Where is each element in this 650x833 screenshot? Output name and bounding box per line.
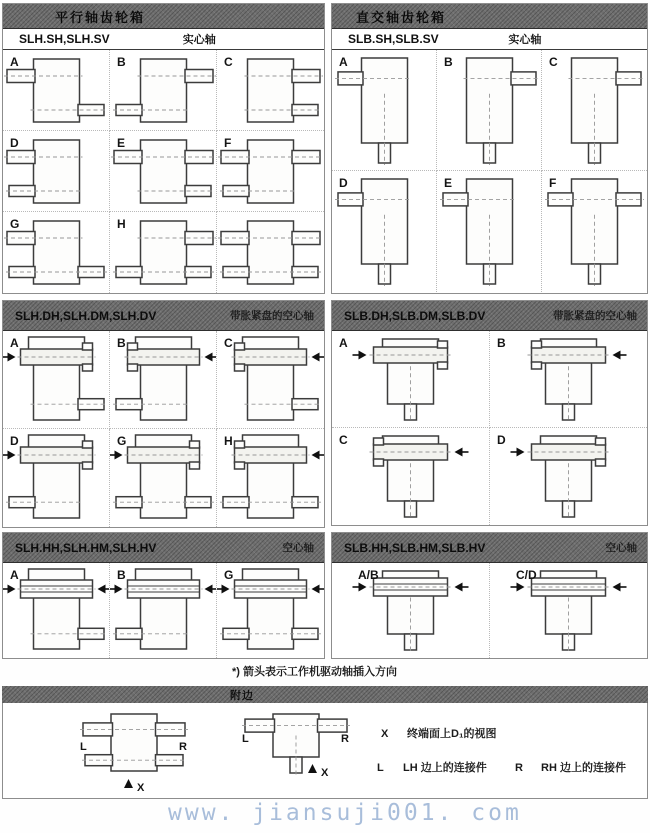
x-view-label: X — [321, 767, 329, 779]
diagram-cell-c-d — [490, 563, 648, 658]
gearbox-shape — [190, 441, 200, 448]
panel-banner — [332, 301, 647, 331]
diagram-grid — [332, 331, 647, 525]
gearbox-shape — [141, 361, 187, 420]
insertion-arrow-icon — [217, 585, 230, 594]
diagram-cell-b — [437, 50, 542, 171]
side-label-left: L — [242, 733, 249, 746]
cell-letter-label: D — [339, 176, 348, 190]
cell-letter-label: B — [117, 55, 126, 69]
shaft-type-label: 空心轴 — [605, 542, 637, 554]
gearbox-diagram — [110, 212, 217, 293]
gearbox-diagram — [110, 563, 217, 658]
diagram-grid — [3, 563, 324, 658]
gearbox-diagram — [490, 331, 647, 428]
diagram-cell-b — [490, 331, 648, 428]
legend-item-l — [377, 759, 487, 775]
cell-letter-label: C/D — [515, 568, 537, 582]
gearbox-diagram — [332, 171, 437, 292]
gearbox-shape — [141, 59, 187, 122]
gearbox-diagram — [332, 428, 489, 525]
panel-banner — [3, 533, 324, 563]
gearbox-diagram — [110, 429, 217, 527]
gearbox-shape — [141, 459, 187, 518]
bottom-diagram — [223, 705, 369, 802]
gearbox-shape — [438, 362, 448, 369]
gearbox-shape — [34, 593, 80, 649]
legend-key: L — [377, 762, 384, 774]
gearbox-diagram — [217, 331, 324, 429]
gearbox-diagram — [110, 331, 217, 429]
panel-slh-shrink — [2, 300, 325, 528]
panel-codes: SLH.HH,SLH.HM,SLH.HV — [15, 540, 157, 555]
cell-letter-label: B — [496, 336, 506, 350]
panel-slb-shrink — [331, 300, 648, 526]
gearbox-diagram — [3, 212, 110, 293]
watermark-text: www. jiansuji001. com — [168, 800, 522, 826]
gearbox-shape — [235, 462, 245, 469]
panel-codes: SLH.SH,SLH.SV — [19, 32, 110, 46]
shaft-type-label: 带胀紧盘的空心轴 — [230, 310, 314, 322]
gearbox-diagram — [110, 50, 217, 131]
insertion-arrow-icon — [110, 451, 123, 460]
cell-letter-label: F — [224, 136, 232, 150]
gearbox-shape — [374, 438, 384, 445]
gearbox-diagram — [217, 212, 324, 293]
cell-letter-label: A — [10, 336, 19, 350]
gearbox-diagram — [3, 563, 110, 658]
cell-letter-label: C — [224, 336, 233, 350]
insertion-arrow-icon — [312, 353, 325, 362]
cell-letter-label: A — [339, 55, 348, 69]
panel-subheader — [332, 29, 647, 50]
gearbox-shape — [141, 140, 187, 203]
side-label-right: R — [341, 733, 349, 746]
gearbox-diagram — [332, 50, 437, 171]
panel-codes: SLH.DH,SLH.DM,SLH.DV — [15, 308, 157, 323]
gearbox-diagram — [217, 131, 324, 212]
diagram-cell-c — [217, 50, 324, 131]
gearbox-shape — [248, 59, 294, 122]
cell-letter-label: G — [224, 568, 234, 582]
diagram-cell-g — [217, 563, 324, 658]
diagram-cell-c — [332, 428, 490, 525]
diagram-cell-d — [3, 131, 110, 212]
bottom-diagram — [61, 705, 207, 802]
gearbox-diagram — [490, 428, 647, 525]
bottom-banner — [2, 686, 648, 703]
gearbox-shape — [374, 459, 384, 466]
cell-letter-label: E — [117, 136, 126, 150]
shaft-type-label: 实心轴 — [508, 34, 542, 46]
panel-banner — [3, 4, 324, 29]
gearbox-shape — [248, 593, 294, 649]
panel-title: 平行轴齿轮箱 — [55, 9, 146, 25]
gearbox-shape — [438, 341, 448, 348]
cell-letter-label: E — [444, 176, 453, 190]
shaft-type-label: 带胀紧盘的空心轴 — [553, 310, 637, 322]
gearbox-diagram — [490, 563, 647, 658]
panel-slb-solid — [331, 3, 648, 294]
diagram-cell-b — [110, 563, 217, 658]
panel-slb-hollow — [331, 532, 648, 659]
legend-item-r — [515, 759, 626, 775]
insertion-arrow-icon — [455, 448, 469, 457]
cell-letter-label: C — [339, 433, 348, 447]
diagram-cell-d — [490, 428, 648, 525]
cell-letter-label: D — [10, 136, 19, 150]
panel-banner — [332, 4, 647, 29]
cell-letter-label: C — [549, 55, 558, 69]
cell-letter-label: G — [117, 434, 127, 448]
note-text: *) 箭头表示工作机驱动轴插入方向 — [232, 666, 397, 678]
diagram-cell-g — [3, 212, 110, 293]
gearbox-shape — [141, 221, 187, 284]
bottom-panel-body — [2, 703, 648, 799]
insertion-arrow-icon — [3, 451, 16, 460]
diagram-grid — [3, 331, 324, 527]
gearbox-shape — [141, 593, 187, 649]
gearbox-shape — [34, 361, 80, 420]
cell-letter-label: A/B — [358, 568, 379, 582]
gearbox-diagram — [332, 563, 489, 658]
legend-text: LH 边上的连接件 — [403, 762, 487, 774]
insertion-arrow-icon — [510, 583, 524, 592]
legend-text: 终端面上D₁的视图 — [407, 728, 497, 740]
insertion-arrow-icon — [110, 585, 123, 594]
cell-letter-label: H — [224, 434, 233, 448]
gearbox-shape — [83, 364, 93, 371]
side-label-right: R — [179, 740, 187, 753]
x-view-marker-icon — [124, 779, 133, 788]
insertion-arrow-icon — [510, 448, 524, 457]
cell-letter-label: F — [549, 176, 557, 190]
gearbox-shape — [531, 362, 541, 369]
gearbox-shape — [235, 364, 245, 371]
legend — [355, 703, 645, 799]
legend-key: X — [381, 728, 389, 740]
panel-title: 直交轴齿轮箱 — [356, 9, 447, 25]
panel-codes: SLB.DH,SLB.DM,SLB.DV — [344, 308, 486, 323]
gearbox-shape — [235, 343, 245, 350]
insertion-arrow-icon — [312, 451, 325, 460]
cell-letter-label: A — [10, 568, 19, 582]
diagram-cell-a — [332, 331, 490, 428]
diagram-cell-a — [3, 563, 110, 658]
diagram-cell-b — [110, 331, 217, 429]
gearbox-shape — [248, 140, 294, 203]
diagram-cell-c — [542, 50, 647, 171]
gearbox-shape — [83, 343, 93, 350]
panel-banner — [332, 533, 647, 563]
gearbox-shape — [248, 459, 294, 518]
x-view-marker-icon — [308, 764, 317, 773]
insertion-arrow-icon — [205, 353, 218, 362]
gearbox-shape — [34, 140, 80, 203]
cell-letter-label: A — [10, 55, 19, 69]
insertion-arrow-icon — [3, 585, 16, 594]
diagram-cell-f — [542, 171, 647, 292]
gearbox-shape — [111, 714, 157, 771]
panel-banner — [3, 301, 324, 331]
panel-subheader — [3, 29, 324, 50]
gearbox-shape — [128, 343, 138, 350]
diagram-cell — [217, 212, 324, 293]
gearbox-diagram — [110, 131, 217, 212]
gearbox-diagram — [542, 171, 647, 292]
insertion-arrow-icon — [312, 585, 325, 594]
gearbox-diagram — [217, 429, 324, 527]
gearbox-diagram — [61, 705, 207, 797]
gearbox-shape — [34, 59, 80, 122]
shaft-type-label: 空心轴 — [282, 542, 314, 554]
panel-codes: SLB.SH,SLB.SV — [348, 32, 439, 46]
insertion-arrow-icon — [353, 583, 367, 592]
cell-letter-label: A — [339, 336, 348, 350]
diagram-cell-h — [110, 212, 217, 293]
gearbox-diagram — [542, 50, 647, 171]
side-view-diagrams — [61, 705, 369, 802]
gearbox-diagram — [437, 50, 542, 171]
gearbox-shape — [83, 441, 93, 448]
diagram-cell-a — [332, 50, 437, 171]
gearbox-diagram — [332, 331, 489, 428]
diagram-cell-d — [332, 171, 437, 292]
gearbox-diagram — [3, 50, 110, 131]
diagram-grid — [332, 563, 647, 658]
gearbox-diagram — [217, 50, 324, 131]
cell-letter-label: C — [224, 55, 233, 69]
bottom-banner-label: 附边 — [230, 689, 254, 702]
gearbox-shape — [595, 438, 605, 445]
insertion-arrow-icon — [612, 583, 626, 592]
gearbox-diagram — [223, 705, 369, 797]
gearbox-shape — [248, 361, 294, 420]
gearbox-diagram — [3, 131, 110, 212]
gearbox-shape — [595, 459, 605, 466]
side-label-left: L — [80, 740, 87, 753]
cell-letter-label: G — [10, 217, 20, 231]
gearbox-shape — [83, 462, 93, 469]
diagram-cell-g — [110, 429, 217, 527]
cell-letter-label: D — [10, 434, 19, 448]
gearbox-shape — [248, 221, 294, 284]
diagram-cell-e — [437, 171, 542, 292]
cell-letter-label: B — [444, 55, 453, 69]
gearbox-diagram — [3, 331, 110, 429]
gearbox-shape — [128, 364, 138, 371]
gearbox-diagram — [217, 563, 324, 658]
diagram-cell-f — [217, 131, 324, 212]
cell-letter-label: H — [117, 217, 126, 231]
diagram-cell-b — [110, 50, 217, 131]
gearbox-diagram — [3, 429, 110, 527]
diagram-cell-c — [217, 331, 324, 429]
gearbox-shape — [531, 341, 541, 348]
gearbox-shape — [190, 462, 200, 469]
gearbox-shape — [34, 221, 80, 284]
panel-slh-solid — [2, 3, 325, 294]
gearbox-shape — [34, 459, 80, 518]
bottom-panel — [2, 686, 648, 800]
insertion-arrow-icon — [98, 585, 111, 594]
diagram-cell-e — [110, 131, 217, 212]
diagram-cell-a-b — [332, 563, 490, 658]
diagram-cell-h — [217, 429, 324, 527]
diagram-grid — [332, 50, 647, 293]
insertion-arrow-icon — [353, 351, 367, 360]
diagram-cell-a — [3, 331, 110, 429]
x-view-label: X — [137, 782, 145, 794]
diagram-grid — [3, 50, 324, 293]
insertion-arrow-icon — [455, 583, 469, 592]
gearbox-diagram — [437, 171, 542, 292]
insertion-arrow-icon — [3, 353, 16, 362]
legend-item-x — [381, 725, 497, 741]
insertion-arrow-icon — [612, 351, 626, 360]
cell-letter-label: B — [117, 336, 126, 350]
panel-codes: SLB.HH,SLB.HM,SLB.HV — [344, 540, 486, 555]
shaft-type-label: 实心轴 — [182, 34, 216, 46]
panel-slh-hollow — [2, 532, 325, 659]
legend-key: R — [515, 762, 523, 774]
cell-letter-label: D — [496, 433, 506, 447]
legend-text: RH 边上的连接件 — [541, 762, 626, 774]
cell-letter-label: B — [117, 568, 126, 582]
diagram-cell-d — [3, 429, 110, 527]
diagram-cell-a — [3, 50, 110, 131]
insertion-arrow-icon — [205, 585, 218, 594]
gearbox-shape — [235, 441, 245, 448]
